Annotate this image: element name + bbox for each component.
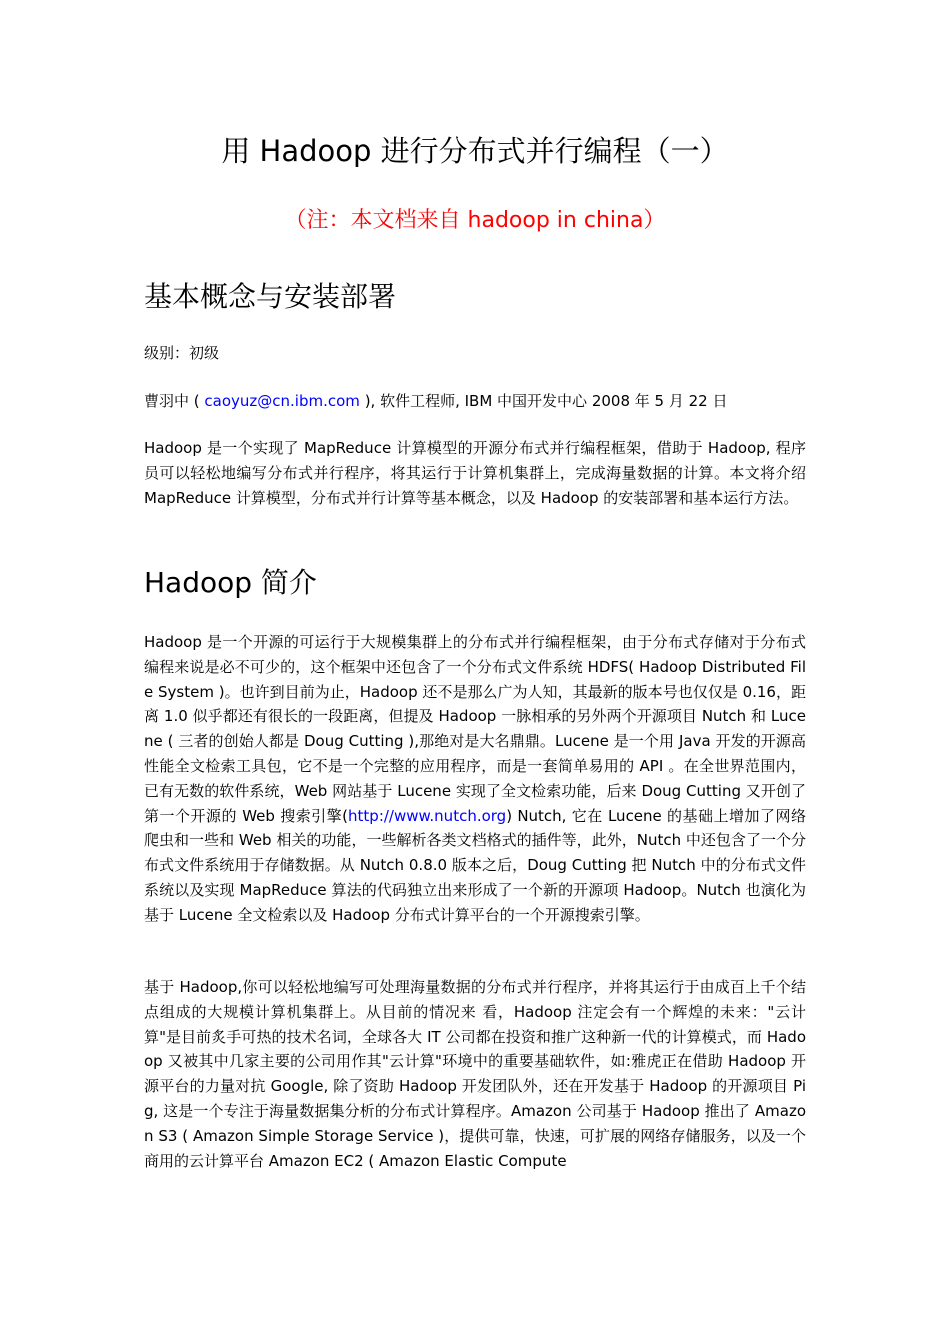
section-heading-concepts: 基本概念与安装部署: [144, 280, 397, 313]
author-email-link[interactable]: caoyuz@cn.ibm.com: [204, 392, 360, 410]
hadoop-intro-paragraph: [144, 630, 806, 928]
author-details: ), 软件工程师, IBM 中国开发中心 2008 年 5 月 22 日: [364, 392, 728, 410]
source-note: （注：本文档来自 hadoop in china）: [284, 208, 666, 233]
paragraph-text: ) Nutch, 它在 Lucene 的基础上增加了网络爬虫和一些和 Web 相关的功能，一些解析各类文档格式的插件等，此外，Nutch 中还包含了一个分布式文件系统用于存储数据。从 Nutch 0.8.0 版本之后，Doug Cutting 把 Nutch 中的分布式文件系统以及实现 MapReduce 算法的代码独立出来形成了一个新的开源项 Hadoop。Nutch 也演化为基于 Lucene 全文检索以及 Hadoop 分布式计算平台的一个开源搜索引擎。: [144, 806, 806, 924]
intro-paragraph: Hadoop 是一个实现了 MapReduce 计算模型的开源分布式并行编程框架，借助于 Hadoop, 程序员可以轻松地编写分布式并行程序，将其运行于计算机集群上，完成海量数据的计算。本文将介绍 MapReduce 计算模型，分布式并行计算等基本概念，以及 Hadoop 的安装部署和基本运行方法。: [144, 439, 806, 507]
section-heading-hadoop-intro: Hadoop 简介: [144, 566, 317, 599]
paragraph-text: Hadoop 是一个开源的可运行于大规模集群上的分布式并行编程框架，由于分布式存储对于分布式编程来说是必不可少的，这个框架中还包含了一个分布式文件系统 HDFS( Hadoop Distributed File System )。也许到目前为止，Hadoop 还不是那么广为人知，其最新的版本号也仅仅是 0.16，距离 1.0 似乎都还有很长的一段距离，但提及 Hadoop 一脉相承的另外两个开源项目 Nutch 和 Lucene ( 三者的创始人都是 Doug Cutting ),那绝对是大名鼎鼎。Lucene 是一个用 Java 开发的开源高性能全文检索工具包，它不是一个完整的应用程序，而是一套简单易用的 API 。在全世界范围内，已有无数的软件系统，Web 网站基于 Lucene 实现了全文检索功能，后来 Doug Cutting 又开创了第一个开源的 Web 搜索引擎(: [144, 633, 806, 825]
nutch-link[interactable]: http://www.nutch.org: [348, 806, 507, 825]
author-name: 曹羽中 (: [144, 392, 200, 410]
document-title: 用 Hadoop 进行分布式并行编程（一）: [221, 134, 729, 168]
level-line: 级别：初级: [144, 344, 220, 362]
author-line: [144, 390, 727, 412]
hadoop-future-paragraph: 基于 Hadoop,你可以轻松地编写可处理海量数据的分布式并行程序，并将其运行于由成百上千个结点组成的大规模计算机集群上。从目前的情况来 看，Hadoop 注定会有一个辉煌的未来："云计算"是目前炙手可热的技术名词，全球各大 IT 公司都在投资和推广这种新一代的计算模式，而 Hadoop 又被其中几家主要的公司用作其"云计算"环境中的重要基础软件，如:雅虎正在借助 Hadoop 开源平台的力量对抗 Google, 除了资助 Hadoop 开发团队外，还在开发基于 Hadoop 的开源项目 Pig, 这是一个专注于海量数据集分析的分布式计算程序。Amazon 公司基于 Hadoop 推出了 Amazon S3 ( Amazon Simple Storage Service )，提供可靠，快速，可扩展的网络存储服务，以及一个商用的云计算平台 Amazon EC2 ( Amazon Elastic Compute: [144, 978, 806, 1170]
